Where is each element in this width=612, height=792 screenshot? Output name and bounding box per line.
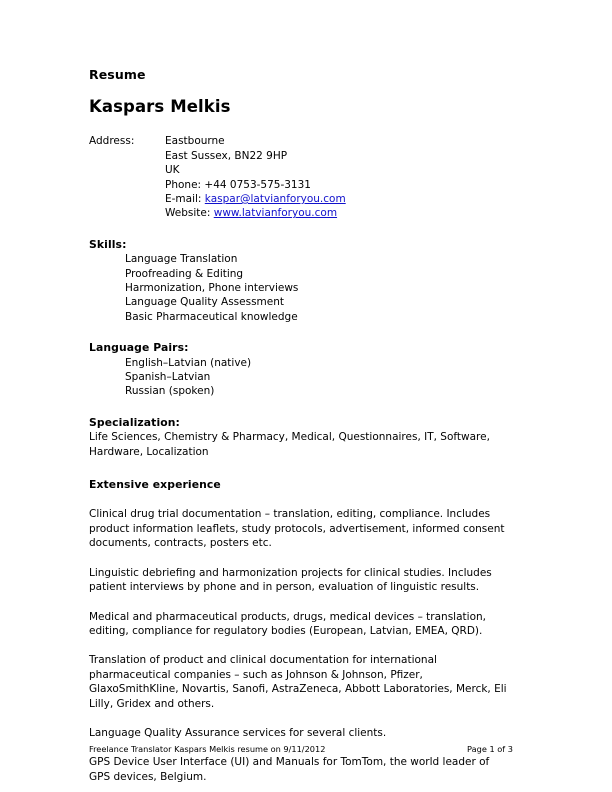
specialization-body: Life Sciences, Chemistry & Pharmacy, Medical, Questionnaires, IT, Software, Hardware, Localization [89,431,490,458]
document-title: Resume [89,67,146,82]
page-footer [89,744,513,755]
address-values [165,134,346,220]
website-label: Website: [165,207,214,220]
phone-line: Phone: +44 0753-575-3131 [165,178,311,191]
email-label: E-mail: [165,192,205,205]
address-label: Address: [89,135,135,148]
list-item: Spanish–Latvian [125,371,211,384]
address-line-3: UK [165,164,180,177]
experience-paragraph: Translation of product and clinical documentation for international pharmaceutical companies – such as Johnson & Johnson, Pfizer, GlaxoSmithKline, Novartis, Sanofi, AstraZeneca, Abbott Laboratories, Merck, Eli Lilly, Gridex and others. [89,654,507,710]
address-block [89,134,513,220]
experience-paragraph: Clinical drug trial documentation – translation, editing, compliance. Includes product information leaflets, study protocols, advertisement, informed consent documents, contracts, posters etc. [89,508,505,550]
list-item: Language Translation [125,253,238,266]
experience-heading: Extensive experience [89,478,221,492]
address-line-2: East Sussex, BN22 9HP [165,149,288,162]
experience-paragraph: Medical and pharmaceutical products, drugs, medical devices – translation, editing, compliance for regulatory bodies (European, Latvian, EMEA, QRD). [89,610,486,637]
skills-heading: Skills: [89,237,127,251]
list-item: Russian (spoken) [125,385,215,398]
list-item: Language Quality Assessment [125,296,284,309]
language-pairs-list [89,356,513,399]
footer-page-number: Page 1 of 3 [467,744,513,754]
email-link[interactable]: kaspar@latvianforyou.com [204,192,346,205]
experience-paragraph: Linguistic debriefing and harmonization projects for clinical studies. Includes patient interviews by phone and in person, evaluation of linguistic results. [89,566,492,594]
language-pairs-heading: Language Pairs: [89,341,189,355]
email-line [165,192,346,206]
specialization-heading: Specialization: [89,415,180,429]
list-item: English–Latvian (native) [125,356,252,369]
document-content [89,68,513,792]
experience-paragraph: GPS Device User Interface (UI) and Manuals for TomTom, the world leader of GPS devices, Belgium. [89,756,490,783]
website-link[interactable]: www.latvianforyou.com [213,207,338,220]
list-item: Proofreading & Editing [125,267,244,280]
footer-document-info: Freelance Translator Kaspars Melkis resume on 9/11/2012 [89,744,326,754]
person-name: Kaspars Melkis [89,97,231,117]
list-item: Harmonization, Phone interviews [125,282,299,294]
list-item: Basic Pharmaceutical knowledge [125,310,298,323]
experience-paragraph: Language Quality Assurance services for several clients. [89,726,387,739]
website-line [165,206,346,220]
address-line-1: Eastbourne [165,135,225,148]
skills-list [89,252,513,324]
